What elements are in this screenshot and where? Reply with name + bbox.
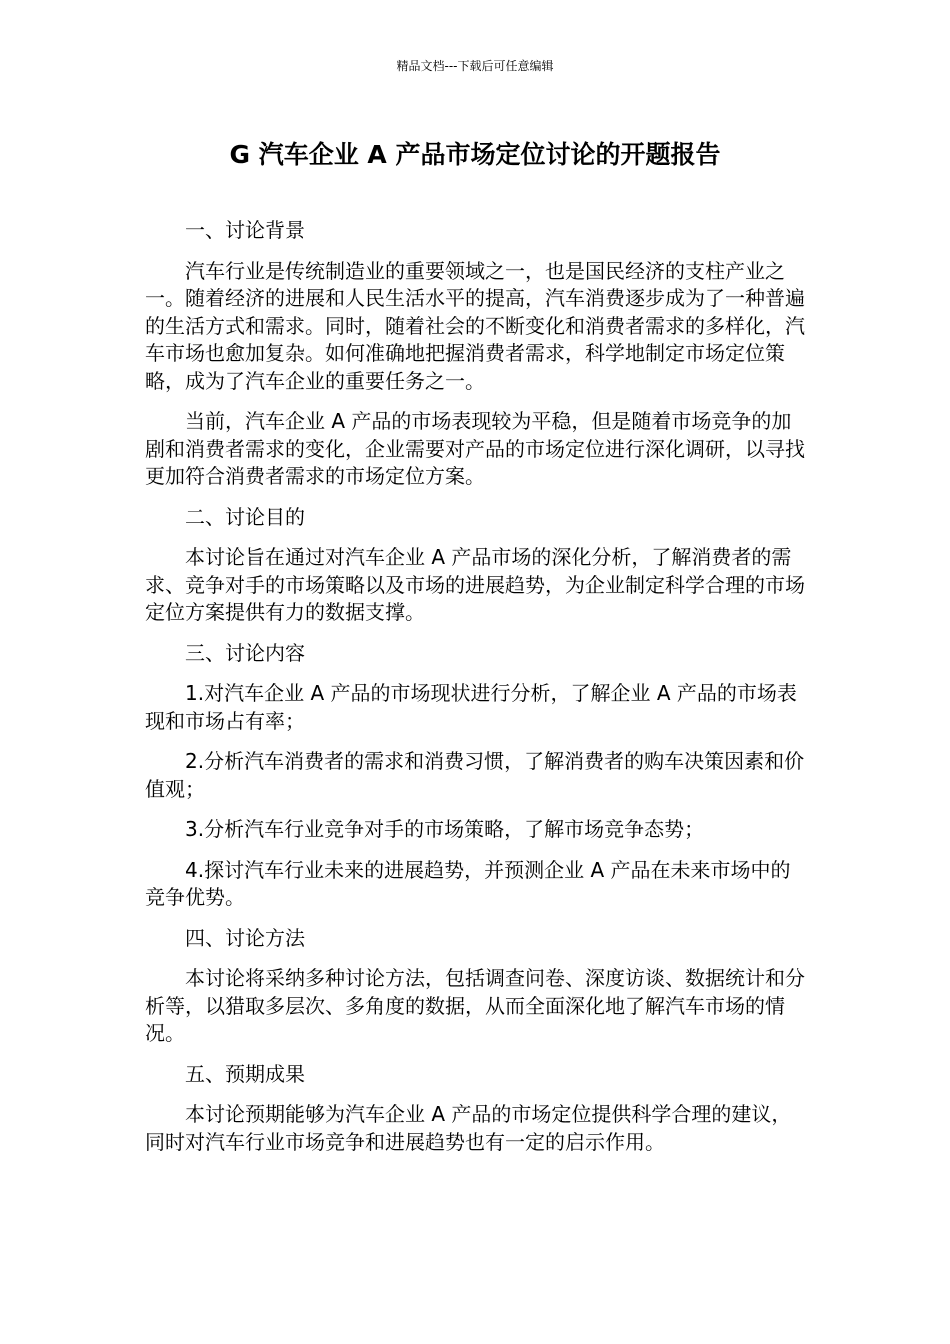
document-title: G 汽车企业 A 产品市场定位讨论的开题报告 [229, 140, 721, 169]
section-heading-expected-results: 五、预期成果 [185, 1061, 305, 1086]
list-item: 3.分析汽车行业竞争对手的市场策略，了解市场竞争态势； [185, 817, 705, 841]
paragraph: 本讨论旨在通过对汽车企业 A 产品市场的深化分析，了解消费者的需求、竞争对手的市场策略以及市场的进展趋势，为企业制定科学合理的市场定位方案提供有力的数据支撑。 [145, 545, 805, 624]
header-note: 精品文档---下载后可任意编辑 [396, 59, 554, 73]
list-item: 4.探讨汽车行业未来的进展趋势，并预测企业 A 产品在未来市场中的竞争优势。 [145, 857, 791, 909]
paragraph: 汽车行业是传统制造业的重要领域之一，也是国民经济的支柱产业之一。随着经济的进展和人民生活水平的提高，汽车消费逐步成为了一种普遍的生活方式和需求。同时，随着社会的不断变化和消费者需求的多样化，汽车市场也愈加复杂。如何准确地把握消费者需求，科学地制定市场定位策略，成为了汽车企业的重要任务之一。 [145, 258, 805, 393]
paragraph: 当前，汽车企业 A 产品的市场表现较为平稳，但是随着市场竞争的加剧和消费者需求的变化，企业需要对产品的市场定位进行深化调研，以寻找更加符合消费者需求的市场定位方案。 [145, 409, 805, 488]
section-heading-content: 三、讨论内容 [185, 640, 305, 665]
list-item: 2.分析汽车消费者的需求和消费习惯，了解消费者的购车决策因素和价值观； [145, 749, 805, 801]
section-heading-method: 四、讨论方法 [185, 925, 305, 950]
list-item: 1.对汽车企业 A 产品的市场现状进行分析，了解企业 A 产品的市场表现和市场占有率； [145, 681, 797, 733]
paragraph: 本讨论预期能够为汽车企业 A 产品的市场定位提供科学合理的建议，同时对汽车行业市场竞争和进展趋势也有一定的启示作用。 [145, 1102, 792, 1154]
paragraph: 本讨论将采纳多种讨论方法，包括调查问卷、深度访谈、数据统计和分析等，以猎取多层次、多角度的数据，从而全面深化地了解汽车市场的情况。 [145, 966, 805, 1045]
section-heading-background: 一、讨论背景 [185, 218, 305, 242]
section-heading-purpose: 二、讨论目的 [185, 504, 305, 529]
document-body [145, 217, 805, 1169]
